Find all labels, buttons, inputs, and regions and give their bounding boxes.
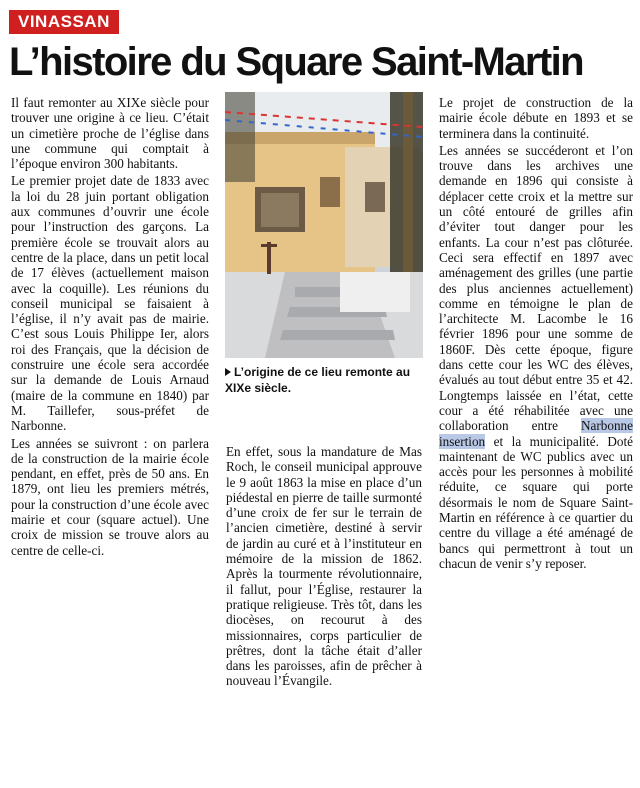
paragraph — [439, 143, 633, 571]
photo-caption — [225, 364, 423, 396]
paragraph: Le premier projet date de 1833 avec la loi du 28 juin portant obligation aux communes d’ouvrir une école pour l’instruction des garçons. La première école se trouvait alors au centre de la place, dans un petit local de 17 élèves (actuellement maison avec la coquille). Les réunions du conseil municipal se faisaient à l’église, il n’y avait pas de mairie. C’est sous Louis Philippe Ier, alors roi des Français, que la décision de construire une école sera accordée sur la demande de Louis Arnaud (maire de la commune en 1840) par M. Taillefer, sous-préfet de Narbonne. — [11, 173, 209, 434]
paragraph: En effet, sous la mandature de Mas Roch, le conseil municipal approuve le 9 août 1863 la mise en place d’un piédestal en pierre de taille surmonté d’une croix de fer sur le terrain de l’ancien cimetière, destiné à servir de jardin au curé et à l’instituteur en mémoire de la mission de 1862. Après la tourmente révolutionnaire, il fallut, pour l’Église, restaurer la pratique religieuse. Très tôt, dans les diocèses, on recourut à des missionnaires, corps particulier de prêtres, dont la tâche était d’aller dans les paroisses, afin de prêcher à nouveau l’Évangile. — [226, 444, 422, 689]
caption-arrow-icon — [225, 368, 231, 376]
column-1 — [11, 95, 209, 560]
caption-text: L’origine de ce lieu remonte au XIXe siècle. — [225, 365, 411, 395]
paragraph-tail: et la municipalité. Doté maintenant de WC publics avec un accès pour les personnes à mobilité réduite, ce square qui porte désormais le nom de Square Saint-Martin en référence à ce quartier du centre du village a été aménagé de bancs qui permettront à tout un chacun de venir s’y reposer. — [439, 433, 633, 571]
headline: L’histoire du Square Saint-Martin — [9, 40, 583, 84]
section-tag: VINASSAN — [9, 10, 119, 34]
paragraph: Le projet de construction de la mairie école débute en 1893 et se terminera dans la continuité. — [439, 95, 633, 141]
column-3 — [439, 95, 633, 573]
paragraph: Les années se suivront : on parlera de la construction de la mairie école pendant, en effet, près de 50 ans. En 1879, ont lieu les premiers métrés, pour la construction d’une école avec mairie et cour (square actuel). Une croix de mission se trouve alors au centre de celle-ci. — [11, 435, 209, 558]
article-photo — [225, 92, 423, 358]
paragraph: Il faut remonter au XIXe siècle pour trouver une origine à ce lieu. C’était un cimetière proche de l’église dans une commune qui comptait à l’époque environ 300 habitants. — [11, 95, 209, 172]
column-2 — [226, 444, 422, 691]
square-photo-illustration — [225, 92, 423, 358]
highlighted-text: Narbonne insertion — [439, 418, 633, 449]
paragraph-text: Les années se succéderont et l’on trouve dans les archives une demande en 1896 qui consiste à déplacer cette croix et la mettre sur un côté entouré de grilles afin d’éviter tout danger pour les enfants. La cour n’est pas clôturée. Ceci sera effectif en 1897 avec aménagement des grilles (une partie des plus anciennes actuellement) comme en témoigne le plan de l’architecte M. Lacombe le 16 février 1896 pour une somme de 1860F. Dès cette époque, figure dans cette cour les WC des élèves, évalués au tout début entre 35 et 42. Longtemps laissée en l’état, cette cour a été réhabilitée avec une collaboration entre — [439, 142, 633, 434]
